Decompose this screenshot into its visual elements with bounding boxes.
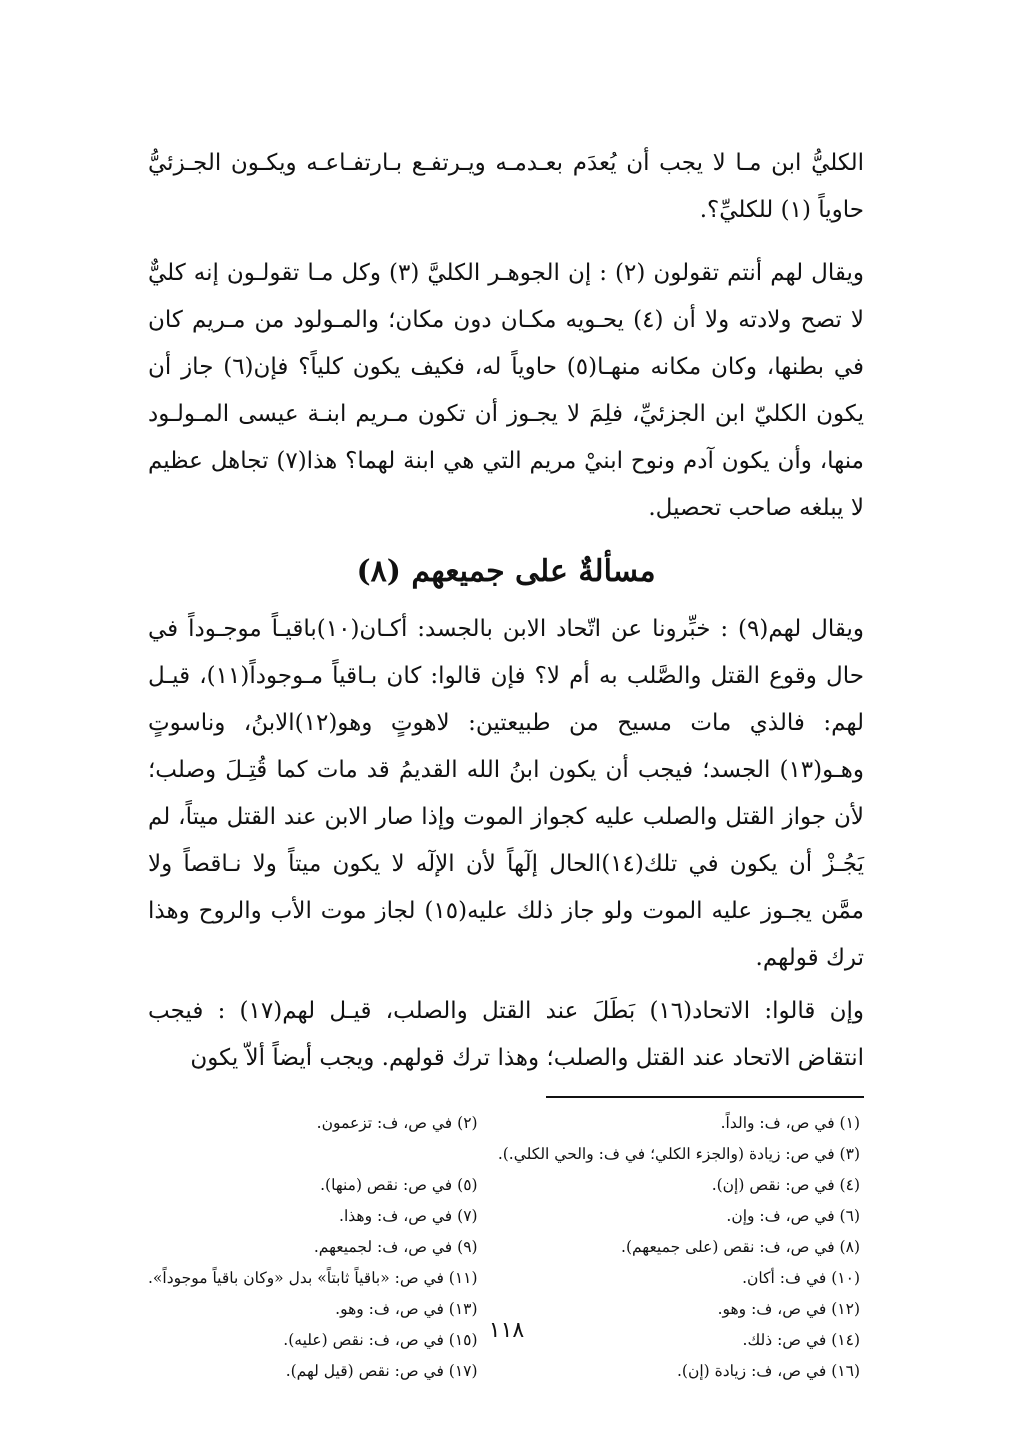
- section-heading: مسألةٌ على جميعهم (٨): [356, 554, 656, 589]
- footnotes: [148, 1108, 864, 1387]
- body-paragraph: الكليُّ ابن مـا لا يجب أن يُعدَم بعـدمـه ويـرتفـع بـارتفـاعـه ويكـون الجـزئيُّ حاوياً (١) للكليِّ؟.: [148, 150, 864, 223]
- footnote-13: (١٣) في ص، ف: وهو.: [335, 1300, 478, 1318]
- footnote-divider: [546, 1096, 864, 1098]
- footnote-8: (٨) في ص، ف: نقص (على جميعهم).: [621, 1238, 860, 1256]
- footnote-1: (١) في ص، ف: والداً.: [720, 1114, 860, 1132]
- footnote-9: (٩) في ص، ف: لجميعهم.: [313, 1238, 478, 1256]
- footnote-15: (١٥) في ص، ف: نقص (عليه).: [283, 1331, 478, 1349]
- footnote-12: (١٢) في ص، ف: وهو.: [717, 1300, 860, 1318]
- footnote-7: (٧) في ص، ف: وهذا.: [339, 1207, 478, 1225]
- footnote-4: (٤) في ص: نقص (إن).: [711, 1176, 860, 1194]
- page-content: [148, 140, 864, 1387]
- footnote-10: (١٠) في ف: أكان.: [742, 1269, 860, 1287]
- footnote-16: (١٦) في ص، ف: زيادة (إن).: [676, 1362, 860, 1380]
- body-paragraph: ويقال لهم أنتم تقولون (٢) : إن الجوهـر الكليَّ (٣) وكل مـا تقولـون إنه كليٌّ لا تصح ولادته ولا أن (٤) يحـويه مكـان دون مكان؛ والمـولود من مـريم كان في بطنها، وكان مكانه منهـا(٥) حاوياً له، فكيف يكون كلياً؟ فإن(٦) جاز أن يكون الكليّ ابن الجزئيِّ، فلِمَ لا يجـوز أن تكون مـريم ابنـة عيسى المـولـود منها، وأن يكون آدم ونوح ابنيْ مريم التي هي ابنة لهما؟ هذا(٧) تجاهل عظيم لا يبلغه صاحب تحصيل.: [148, 260, 864, 521]
- footnote-11: (١١) في ص: «باقياً ثابتاً» بدل «وكان باقياً موجوداً».: [148, 1269, 478, 1287]
- footnote-14: (١٤) في ص: ذلك.: [742, 1331, 860, 1349]
- footnote-3: (٣) في ص: زيادة (والجزء الكلي؛ في ف: والحي الكلي.).: [497, 1145, 860, 1163]
- body-paragraph: وإن قالوا: الاتحاد(١٦) بَطَلَ عند القتل والصلب، قيـل لهم(١٧) : فيجب انتقاض الاتحاد عند القتل والصلب؛ وهذا ترك قولهم. ويجب أيضاً ألاّ يكون: [148, 998, 864, 1071]
- page-number: ١١٨: [488, 1318, 525, 1343]
- body-paragraph: ويقال لهم(٩) : خبِّرونا عن اتّحاد الابن بالجسد: أكـان(١٠)باقيـاً موجـوداً في حال وقوع القتل والصَّلب به أم لا؟ فإن قالوا: كان بـاقياً مـوجوداً(١١)، قيـل لهم: فالذي مات مسيح من طبيعتين: لاهوتٍ وهو(١٢)الابنُ، وناسوتٍ وهـو(١٣) الجسد؛ فيجب أن يكون ابنُ الله القديمُ قد مات كما قُتِـلَ وصلب؛ لأن جواز القتل والصلب عليه كجواز الموت وإذا صار الابن عند القتل ميتاً، لم يَجُـزْ أن يكون في تلك(١٤)الحال إلٓهاً لأن الإلٓه لا يكون ميتاً ولا نـاقصاً ولا ممَّن يجـوز عليه الموت ولو جاز ذلك عليه(١٥) لجاز موت الأب والروح وهذا ترك قولهم.: [148, 616, 865, 971]
- footnote-2: (٢) في ص، ف: تزعمون.: [316, 1114, 478, 1132]
- footnote-5: (٥) في ص: نقص (منها).: [320, 1176, 478, 1194]
- footnote-17: (١٧) في ص: نقص (قيل لهم).: [285, 1362, 478, 1380]
- footnote-6: (٦) في ص، ف: وإن.: [726, 1207, 860, 1225]
